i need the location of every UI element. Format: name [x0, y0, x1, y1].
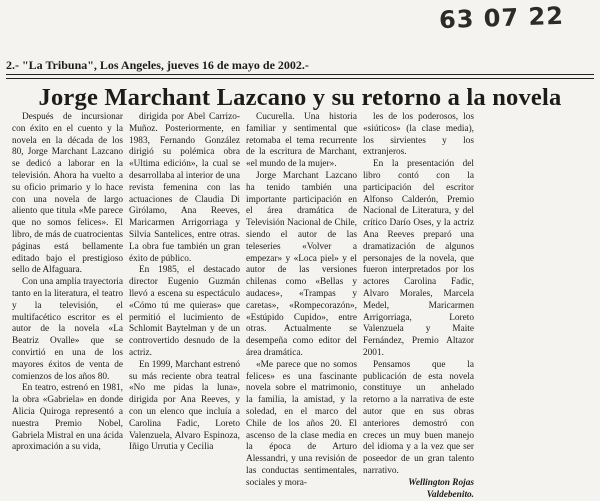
author-name: Wellington Rojas: [363, 478, 474, 490]
paragraph: Cucurella. Una historia familiar y sentimental que retomaba el tema recurrente de la escritura de Marchant, «el mundo de la mujer».: [246, 112, 357, 171]
paragraph: les de los poderosos, los «siúticos» (la clase media), los sirvientes y los extranjeros.: [363, 112, 474, 159]
paragraph: Después de incursionar con éxito en el cuento y la novela en la década de los 80, Jorge Marchant Lazcano se dedicó a laborar en la televisión. Ahora ha vuelto a su oficio primario y lo hace con una novela de largo aliento que titula «Me parece que no somos felices». El libro, de más de cuatrocientas páginas está bellamente editado bajo el prestigioso sello de Alfaguara.: [12, 112, 123, 277]
paragraph: En teatro, estrenó en 1981, la obra «Gabriela» en donde Alicia Quiroga representó a nuestra Premio Nobel, Gabriela Mistral en una ácida aproximación a su vida,: [12, 383, 123, 454]
article-body: [12, 112, 592, 448]
column-1: [12, 112, 123, 448]
paragraph: En la presentación del libro contó con la participación del escritor Alfonso Calderón, Premio Nacional de Literatura, y del crítico Darío Oses, y la actriz Ana Reeves preparó una dramatización de algunos personajes de la novela, que fueron interpretados por los actores Carolina Fadic, Alvaro Morales, Marcela Medel, Maricarmen Arrigorriaga, Loreto Valenzuela y Maite Fernández, Premio Altazor 2001.: [363, 159, 474, 360]
paragraph: «Me parece que no somos felices» es una fascinante novela sobre el matrimonio, la familia, la amistad, y la soledad, en el marco del Chile de los años 20. El ascenso de la clase media en la época de Arturo Alessandri, y una revisión de las conductas sentimentales, sociales y mora-: [246, 360, 357, 490]
paragraph: En 1999, Marchant estrenó su más reciente obra teatral «No me pidas la luna», dirigida por Ana Reeves, y con un elenco que incluía a Carolina Fadic, Loreto Valenzuela, Alvaro Espinoza, Iñigo Urrutia y Cecilia: [129, 360, 240, 454]
paragraph: En 1985, el destacado director Eugenio Guzmán llevó a escena su espectáculo «Cómo tú me quieras» que permitió el lucimiento de Schlomit Baytelman y de un controvertido desnudo de la actriz.: [129, 265, 240, 359]
column-3: [246, 112, 357, 448]
paragraph: Con una amplia trayectoria tanto en la literatura, el teatro y la televisión, el multifacético escritor es el autor de la novela «La Beatriz Ovalle» que se convirtió en una de los mayores éxitos de venta de comienzos de los años 80.: [12, 277, 123, 383]
article-headline: Jorge Marchant Lazcano y su retorno a la novela: [8, 84, 592, 112]
handwritten-stamp: 63 07 22: [439, 2, 565, 34]
divider: [6, 78, 594, 79]
paragraph: dirigida por Abel Carrizo-Muñoz. Posteriormente, en 1983, Fernando González dirigió su polémica obra «Ultima edición», la cual se desarrollaba al interior de una revista femenina con las actuaciones de Claudia Di Girólamo, Ana Reeves, Maricarmen Arrigorriaga y Silvia Santelices, entre otras. La obra fue también un gran éxito de público.: [129, 112, 240, 265]
author-surname: Valdebenito.: [363, 490, 474, 501]
dateline: 2.- "La Tribuna", Los Angeles, jueves 16 de mayo de 2002.-: [6, 58, 309, 73]
paragraph: Pensamos que la publicación de esta novela constituye un anhelado retorno a la narrativa de este autor que en sus obras anteriores demostró con creces un muy buen manejo del idioma y a la vez que ser poseedor de un gran talento narrativo.: [363, 360, 474, 478]
column-4: [363, 112, 474, 448]
column-2: [129, 112, 240, 448]
divider: [6, 74, 594, 75]
paragraph: Jorge Marchant Lazcano ha tenido también una importante participación en el área dramática de Televisión Nacional de Chile, siendo el autor de las teleseries «Volver a empezar» y «Loca piel» y el autor de las versiones chilenas como «Bellas y audaces», «Trampas y caretas», «Rompecorazón», «Estúpido Cupido», entre otras. Actualmente se desempeña como editor del área dramática.: [246, 171, 357, 360]
